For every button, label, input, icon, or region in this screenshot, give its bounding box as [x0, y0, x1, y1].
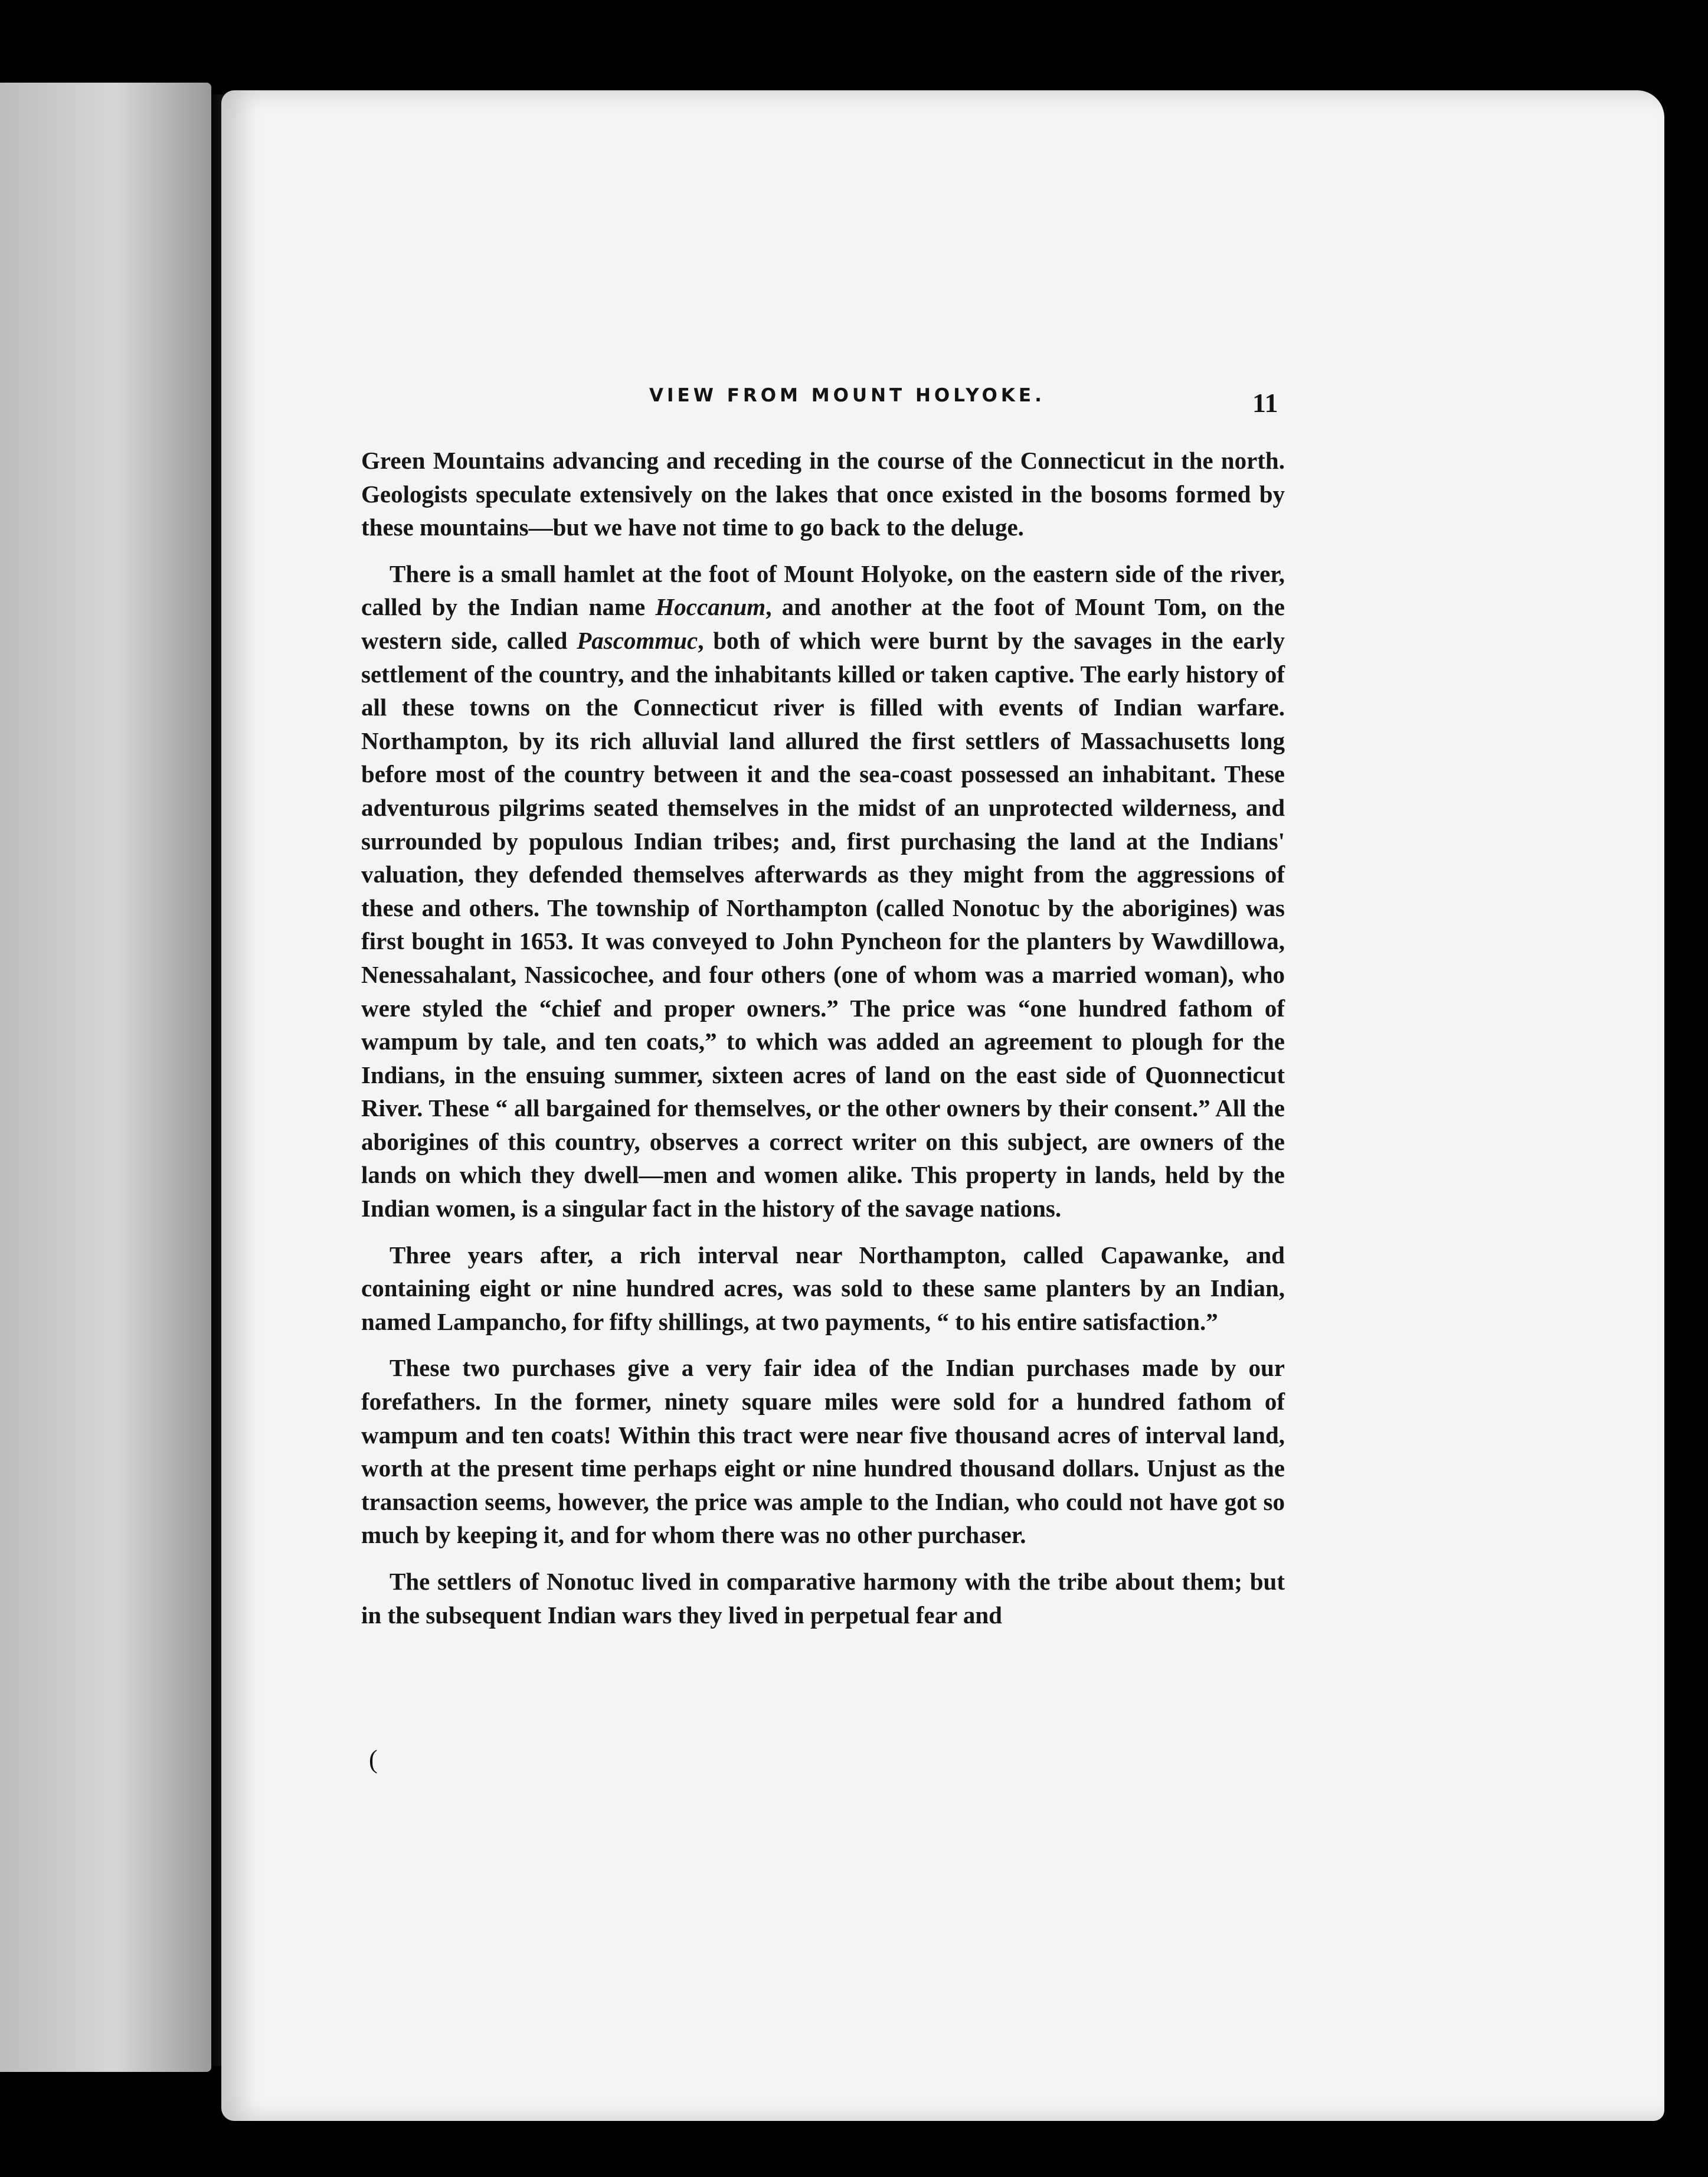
paragraph	[361, 444, 1285, 544]
text-run: , both of which were burnt by the savages in the early settlement of the country, and the inhabitants killed or taken captive. The early history of all these towns on the Connecticut river is filled with events of Indian warfare. Northampton, by its rich alluvial land allured the first settlers of Massachusetts long before most of the country between it and the sea-coast possessed an inhabitant. These adventurous pilgrims seated themselves in the midst of an unprotected wilderness, and surrounded by populous Indian tribes; and, first purchasing the land at the Indians' valuation, they defended themselves afterwards as they might from the aggressions of these and others. The township of Northampton (called Nonotuc by the aborigines) was first bought in 1653. It was conveyed to John Pyncheon for the planters by Wawdillowa, Nenessahalant, Nassicochee, and four others (one of whom was a married woman), who were styled the “chief and proper owners.” The price was “one hundred fathom of wampum by tale, and ten coats,” to which was added an agreement to plough for the Indians, in the ensuing summer, sixteen acres of land on the east side of Quonnecticut River. These “ all bargained for themselves, or the other owners by their consent.” All the aborigines of this country, observes a correct writer on this subject, are owners of the lands on which they dwell—men and women alike. This property in lands, held by the Indian women, is a singular fact in the history of the savage nations.	[361, 626, 1285, 1222]
paragraph	[361, 557, 1285, 1225]
body-text	[361, 444, 1285, 1645]
text-run: , and another at the foot of Mount Tom, on the western side, called	[361, 593, 1285, 654]
running-head: VIEW FROM MOUNT HOLYOKE.	[649, 385, 1045, 406]
scan-speck: (	[369, 1745, 378, 1774]
paragraph	[361, 1565, 1285, 1632]
italic-term: Hoccanum	[655, 593, 766, 621]
left-page-edge	[0, 83, 211, 2072]
text-run: There is a small hamlet at the foot of Mount Holyoke, on the eastern side of the river, called by the Indian name	[361, 560, 1285, 621]
paragraph	[361, 1238, 1285, 1339]
text-run: These two purchases give a very fair idea of the Indian purchases made by our forefathers. In the former, ninety square miles were sold for a hundred fathom of wampum and ten coats! Within this tract were near five thousand acres of interval land, worth at the present time perhaps eight or nine hundred thousand dollars. Unjust as the transaction seems, however, the price was ample to the Indian, who could not have got so much by keeping it, and for whom there was no other purchaser.	[361, 1354, 1285, 1549]
paragraph	[361, 1351, 1285, 1552]
text-run: Three years after, a rich interval near Northampton, called Capawanke, and containing eight or nine hundred acres, was sold to these same planters by an Indian, named Lampancho, for fifty shillings, at two payments, “ to his entire satisfaction.”	[361, 1241, 1285, 1335]
text-run: Green Mountains advancing and receding in the course of the Connecticut in the north. Geologists speculate extensively on the lakes that once existed in the bosoms formed by these mountains—but we have not time to go back to the deluge.	[361, 447, 1285, 541]
italic-term: Pascommuc	[577, 626, 698, 654]
page-number: 11	[1252, 388, 1278, 418]
text-run: The settlers of Nonotuc lived in comparative harmony with the tribe about them; but in the subsequent Indian wars they lived in perpetual fear and	[361, 1568, 1285, 1629]
